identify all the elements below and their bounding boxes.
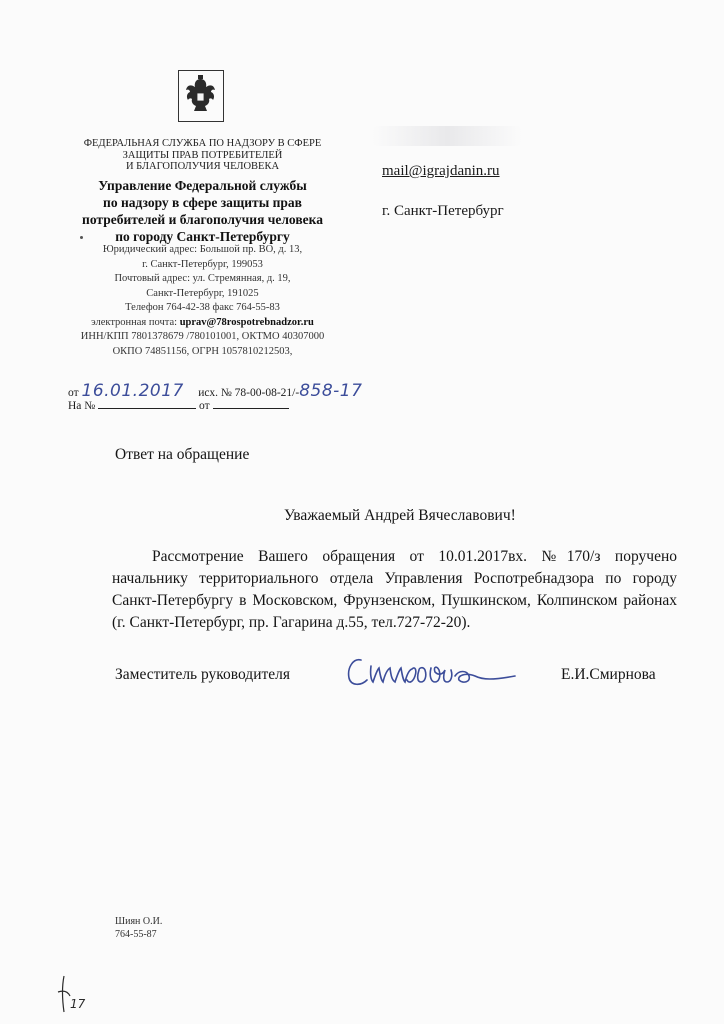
margin-handwritten-mark	[54, 972, 94, 1016]
recipient-email[interactable]: mail@igrajdanin.ru	[382, 163, 500, 179]
reply-label: На №	[68, 400, 96, 412]
recipient-city: г. Санкт-Петербург	[382, 203, 504, 219]
agency-line: ЗАЩИТЫ ПРАВ ПОТРЕБИТЕЛЕЙ	[122, 149, 283, 161]
agency-line: И БЛАГОПОЛУЧИЯ ЧЕЛОВЕКА	[125, 161, 280, 172]
ink-dot	[80, 236, 83, 239]
executor-phone: 764-55-87	[115, 928, 157, 940]
executor-name: Шиян О.И.	[115, 916, 163, 927]
double-headed-eagle-icon	[179, 71, 222, 120]
body-text	[112, 546, 677, 634]
legal-address: Юридический адрес: Большой пр. ВО, д. 13,	[102, 244, 303, 255]
body-paragraph: Рассмотрение Вашего обращения от 10.01.2017вх. №170/з поручено начальнику территориального отдела Управления Роспотребнадзора по городу Санкт-Петербургу в Московском, Фрунзенском, Пушкинском, Колпинском районах (г. Санкт-Петербург, пр. Гагарина д.55, тел.727-72-20).	[112, 548, 677, 631]
signatory-name: Е.И.Смирнова	[561, 666, 656, 683]
office-line: Управление Федеральной службы	[98, 178, 307, 193]
outgoing-number-label: исх. № 78-00-08-21/-	[198, 387, 300, 399]
signatory-position: Заместитель руководителя	[115, 666, 291, 683]
reply-from-label: от	[199, 400, 210, 412]
postal-address: Почтовый адрес: ул. Стремянная, д. 19,	[114, 273, 291, 284]
handwritten-signature	[343, 646, 523, 694]
office-contacts	[65, 243, 340, 359]
reply-date-blank	[213, 397, 289, 409]
office-line: по городу Санкт-Петербургу	[115, 229, 290, 244]
handwritten-date: 16.01.2017	[81, 381, 184, 401]
office-name	[65, 177, 340, 245]
coat-of-arms-emblem	[178, 70, 224, 122]
legal-address-city: г. Санкт-Петербург, 199053	[142, 258, 263, 270]
from-label: от	[68, 387, 79, 399]
inn-kpp: ИНН/КПП 7801378679 /780101001, ОКТМО 40307000	[80, 331, 325, 342]
reply-reference	[68, 397, 388, 413]
email-value[interactable]: uprav@78rospotrebnadzor.ru	[179, 316, 314, 328]
handwritten-number: 858-17	[299, 381, 363, 401]
reply-number-blank	[98, 397, 196, 409]
agency-name	[70, 138, 335, 173]
office-email	[65, 316, 340, 331]
subject-line: Ответ на обращение	[115, 446, 250, 463]
margin-mark-text: 17	[70, 997, 86, 1011]
email-label: электронная почта:	[91, 316, 178, 328]
office-line: потребителей и благополучия человека	[82, 212, 323, 227]
executor-block	[115, 916, 162, 941]
okpo-ogrn: ОКПО 74851156, ОГРН 1057810212503,	[112, 345, 293, 357]
phone-fax: Телефон 764-42-38 факс 764-55-83	[125, 302, 280, 313]
salutation: Уважаемый Андрей Вячеславович!	[284, 507, 516, 524]
postal-address-city: Санкт-Петербург, 191025	[146, 287, 259, 299]
redacted-recipient	[372, 126, 522, 146]
agency-line: ФЕДЕРАЛЬНАЯ СЛУЖБА ПО НАДЗОРУ В СФЕРЕ	[83, 138, 322, 149]
office-line: по надзору в сфере защиты прав	[103, 195, 302, 210]
